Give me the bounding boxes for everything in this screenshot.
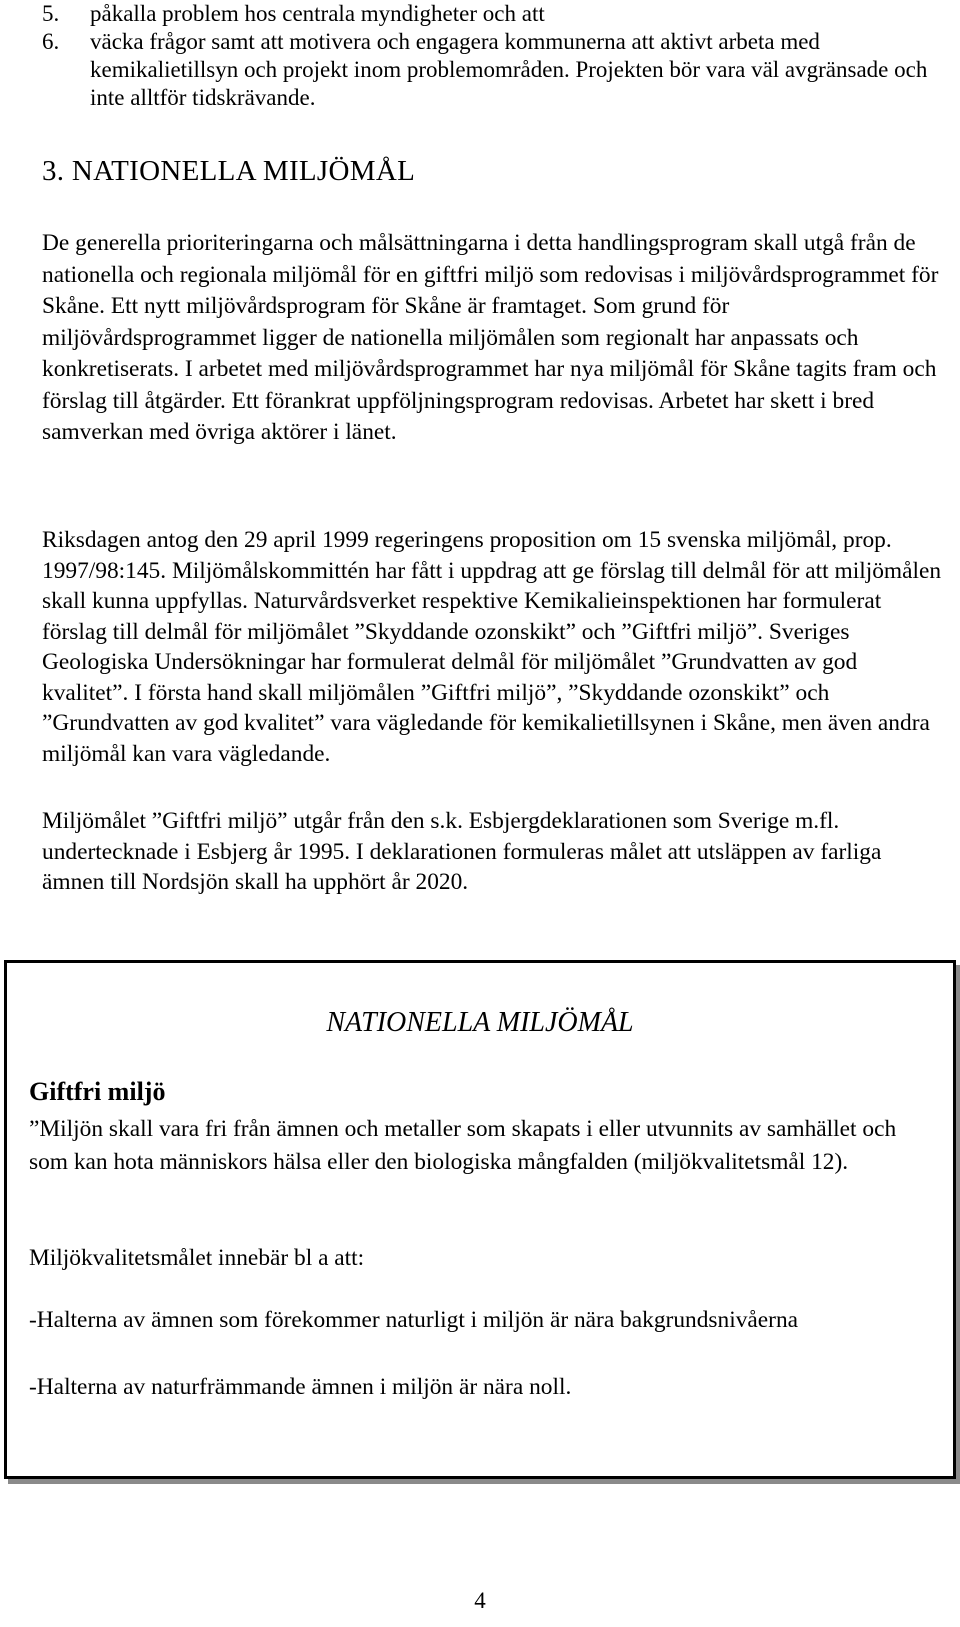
list-item-number: 5. [42,1,60,26]
list-item-text: påkalla problem hos centrala myndigheter och att [90,1,545,26]
environmental-goal-box [4,960,956,1479]
goal-quote: ”Miljön skall vara fri från ämnen och metaller som skapats i eller utvunnits av samhället och som kan hota människors hälsa eller den biologiska mångfalden (miljökvalitetsmål 12). [29,1116,897,1175]
list-item-text: väcka frågor samt att motivera och engagera kommunerna att aktivt arbeta med kemikalietillsyn och projekt inom problemområden. Projekten bör vara väl avgränsade och inte alltför tidskrävande. [90,29,928,110]
section-heading: 3. NATIONELLA MILJÖMÅL [42,155,416,187]
box-subtitle: Giftfri miljö [29,1077,166,1106]
list-item-number: 6. [42,29,60,54]
list-item [42,28,942,112]
goal-intro: Miljökvalitetsmålet innebär bl a att: [29,1245,365,1271]
goal-point-foreign: -Halterna av naturfrämmande ämnen i miljön är nära noll. [29,1374,572,1400]
paragraph-riksdagen: Riksdagen antog den 29 april 1999 regeringens proposition om 15 svenska miljömål, prop. 1997/98:145. Miljömålskommittén har fått i uppdrag att ge förslag till delmål för att miljömålen skall kunna uppfyllas. Naturvårdsverket respektive Kemikalieinspektionen har formulerat förslag till delmål för miljömålet ”Skyddande ozonskikt” och ”Giftfri miljö”. Sveriges Geologiska Undersökningar har formulerat delmål för miljömålet ”Grundvatten av god kvalitet”. I första hand skall miljömålen ”Giftfri miljö”, ”Skyddande ozonskikt” och ”Grundvatten av god kvalitet” vara vägledande för kemikalietillsynen i Skåne, men även andra miljömål kan vara vägledande. [42,527,942,767]
paragraph-priorities: De generella prioriteringarna och målsättningarna i detta handlingsprogram skall utgå från de nationella och regionala miljömål för en giftfri miljö som redovisas i miljövårdsprogrammet för Skåne. Ett nytt miljövårdsprogram för Skåne är framtaget. Som grund för miljövårdsprogrammet ligger de nationella miljömålen som regionalt har anpassats och konkretiserats. I arbetet med miljövårdsprogrammet har nya miljömål för Skåne tagits fram och förslag till åtgärder. Ett förankrat uppföljningsprogram redovisas. Arbetet har skett i bred samverkan med övriga aktörer i länet. [42,230,939,445]
goal-point-natural: -Halterna av ämnen som förekommer naturligt i miljön är nära bakgrundsnivåerna [29,1307,799,1333]
box-title: NATIONELLA MILJÖMÅL [326,1007,634,1038]
list-item [42,0,942,28]
page-number: 4 [474,1588,486,1613]
numbered-list [42,0,942,112]
paragraph-esbjerg: Miljömålet ”Giftfri miljö” utgår från den s.k. Esbjergdeklarationen som Sverige m.fl. undertecknade i Esbjerg år 1995. I deklarationen formuleras målet att utsläppen av farliga ämnen till Nordsjön skall ha upphört år 2020. [42,808,882,895]
